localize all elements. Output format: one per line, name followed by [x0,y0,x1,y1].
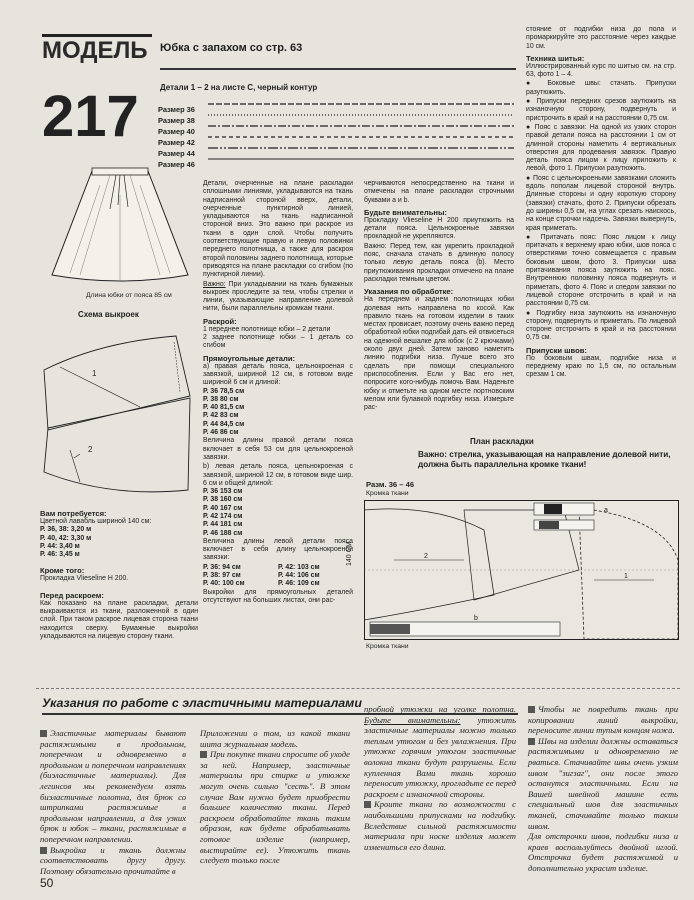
size-row: Размер 38 [158,116,195,125]
fabric-width-label: 140 СМ [346,541,353,566]
svg-text:2: 2 [88,445,93,454]
waistband-grid: Р. 36: 94 см Р. 42: 103 см Р. 38: 97 см Р. 44: 106 см Р. 40: 100 см Р. 46: 109 см [203,563,320,588]
skirt-caption: Длина юбки от пояса 85 см [86,292,172,299]
layout-plan [364,500,680,640]
size-row: Размер 42 [158,138,195,147]
layout-important: Важно: стрелка, указывающая на направление долевой нити, должна быть параллельна кромке ткани! [418,450,671,469]
svg-text:b: b [474,615,478,622]
svg-text:2: 2 [424,553,428,560]
selvage-bottom-label: Кромка ткани [366,643,409,650]
layout-size-label: Разм. 36 – 46 [366,480,415,489]
details-line: Детали 1 – 2 на листе С, черный контур [160,83,318,92]
size-row: Размер 46 [158,160,195,169]
bottom-col-2: Приложении о том, из какой ткани шита журнальная модель. При покупке ткани спросите об уходе за ней. Например, эластичные материалы при стирке и утюжке могут очень сильно "сесть". В этом случае Вам нужно будет приобрести большее количество ткани. Перед раскроем обработайте ткань таким образом, как будете обрабатывать готовое изделие (например, выстирайте ее). Утюжить ткань следует только после [200,728,350,866]
title-rule [160,68,516,70]
right-column: черчиваются непосредственно на ткани и отмечены на плане раскладки строчными буквами а и b. Будьте внимательны: Прокладку Vlieseline H 200 приутюжить на детали пояса. Цельнокроеные завязки прокладкой не укрепляются. Важно: Перед тем, как укрепить прокладкой пояс, сначала стачать в длинную полосу только левую деталь пояса (b). Место приутюживания прокладки отмечено на плане раскладки темным цветом. Указания по обработке: На переднем и заднем полотнищах юбки долевая нить направлена по косой. Как правило ткань на готовом изделии в таких местах провисает, поэтому очень важно перед обработкой юбки подгибай дать ей отвисеться на одежной вешалке для юбок (с 2 крючками) около двух дней. Затем заново наметить линию подгибки низа. Лучше всего это сделать при помощи специального приспособления. Если у Вас его нет, попросите кого-нибудь помочь Вам. Наденьте юбку и отметьте на одном месте портновским мелом или булавкой подгибку низа. Измерьте рас- [364,180,514,412]
size-row: Размер 36 [158,105,195,114]
schema-title: Схема выкроек [78,310,139,319]
svg-text:a: a [604,507,608,514]
page-number: 50 [40,876,54,890]
bottom-col-4: Чтобы не повредить ткань при копировании линий выкройки, переносите линии тупым концом ножа. Швы на изделии должны оставаться растяжимыми и одновременно не рваться. Стачивайте швы очень узким швом "зигзаг", они после этого останутся эластичными. Если на Вашей швейной машине есть специальный шов для эластичных тканей, стачивайте только таким швом. Для отстрочки швов, подгибки низа и краев воспользуйтесь двойной иглой. Отстрочка будет растяжимой и дополнительно украсит изделие. [528,704,678,873]
model-number: 217 [42,84,139,149]
svg-text:1: 1 [92,369,97,378]
size-legend [158,99,514,169]
far-right-column: стояние от подгибки низа до пола и промаркируйте это расстояние через каждые 10 см. Техника шитья: Иллюстрированный курс по шитью см. на стр. 63, фото 1 – 4. ● Боковые швы: стачать. Припуски разутюжить. ● Припуски передних срезов заутюжить на изнаночную сторону, подвернуть и пристрочить в край и на расстоянии 0,75 см. ● Пояс с завязки: На одной из узких сторон правой детали пояса на расстоянии 1 см от длинной стороны наметить 4 вертикальных отверстия для продевания завязок. Правую деталь пояса лицом к лицу приложить к левой, фото 1. Припуски разутюжить. ● Пояс с цельнокроеными завязками сложить вдоль пополам лицевой стороной внутрь. Длинные стороны и одну короткую сторону (завязки) стачать, фото 2. Припуски обрезать до ширины 0,5 см, на углах срезать наискось, на конце строчки надсечь. Завязки вывернуть, края приметать. ● Притачать пояс: Пояс лицом к лицу притачать к верхнему краю юбки, шов пояса с отверстиями точно совмещается с правым боковым швом, фото 3. Припуски шва притачивания пояса заутюжить на пояс. Внутреннюю половинку пояса подвернуть и приметать, фото 4. Пояс и спедом завязки по лицевой стороне отстрочить в край и на расстоянии 0,75 см. ● Подгибку низа заутюжить на изнаночную сторону, подвернуть и приметать. По лицевой стороне отстрочить в край и на расстоянии 0,75 см. Припуски швов: По боковым швам, подгибке низа и переднему краю по 1,5 см, по остальным срезам 1 см. [526,26,677,379]
pattern-schema [40,322,200,497]
selvage-top-label: Кромка ткани [366,490,409,497]
middle-column: Детали, очерченные на плане раскладки сплошными линиями, укладываются на ткань надписанной стороной вверх, детали, очерченные пунктирной линией, укладываются на ткань надписанной стороной вниз. Это важно при раскрое из ткани в один слой. Чтобы получить соответствующие правую и левую половинки переднего полотнища, а также для раскроя второй половины заднего полотнища, которые приводятся на плане раскладки со сгибом (по пунктирной линии). Важно: При укладывании на ткань бумажных выкроек проследите за тем, чтобы стрелки и линии, указывающие направление долевой нити, были параллельны кромкам ткани. Раскрой: 1 переднее полотнище юбки – 2 детали 2 заднее полотнище юбки – 1 деталь со сгибом Прямоугольные детали: а) правая деталь пояса, цельнокроеная с завязкой, шириной 12 см, в готовом виде шириной 6 см и длиной: Р. 36 78,5 см Р. 38 80 см Р. 40 81,5 см Р. 42 83 см Р. 44 84,5 см Р. 46 86 см Величина длины правой детали пояса включает в себя 53 см для цельнокроеной завязки. b) левая деталь пояса, цельнокроеная с завязкой, шириной 12 см, в готовом виде шир. 6 см и общей длиной: Р. 36 153 см Р. 38 160 см Р. 40 167 см Р. 42 174 см Р. 44 181 см Р. 46 188 см Величина длины левой детали пояса включает в себя длину цельнокроеной завязки: Р. 36: 94 см Р. 42: 103 см Р. 38: 97 см Р. 44: 106 см Р. 40: 100 см Р. 46: 109 см Выкройки для прямоугольных деталей отсутствуют на больших листах, они рас- [203,180,353,604]
bottom-col-3: пробной утюжки на уголке полотна. Будьте внимательны: утюжить эластичные материалы можно только теплым утюгом и без увлажнения. При утюжке горячим утюгом эластичные волокна ткани будут разрушены. Если купленная Вами ткань хорошо переносит утюжку, прогладьте ее перед раскроем с изнаночной стороны. Кроите ткани по возможности с наибольшими припусками на подгибку. Вследствие сильной растяжимости материала при носке изделия может измениться его длина. [364,704,516,852]
model-label: МОДЕЛЬ [42,34,152,60]
size-row: Размер 44 [158,149,195,158]
skirt-illustration [40,165,200,290]
materials-block: Вам потребуется: Цветной лавабль шириной 140 см: Р. 36, 38: 3,20 м Р. 40, 42: 3,30 м Р. 44: 3,40 м Р. 46: 3,45 м Кроме того: Прокладка Vlieseline H 200. Перед раскроем: Как показано на плане раскладки, детали выкраиваются из ткани, разложенной в один слой. При таком раскрое лицевая сторона ткани находится сверху. Бумажные выкройки укладываются на лицевую сторону ткани. [40,509,198,640]
svg-text:1: 1 [624,573,628,580]
section-divider [36,688,680,689]
bottom-col-1: Эластичные материалы бывают растяжимыми в продольном, поперечном и одновременно в продольном и поперечном направлениях (биэластичные материалы). Для легинсов мы рекомендуем взять биэластичные полотна, для брюк со штрипками растяжимые в продольном направлении, а для узких брюк и юбок – ткани, растяжимые в поперечном направлении. Выкройка и ткань должны соответствовать другу другу. Поэтому обязательно прочитайте в [40,728,186,876]
size-row: Размер 40 [158,127,195,136]
section-title: Указания по работе с эластичными материалами [42,696,362,710]
layout-title: План раскладки [470,437,534,446]
page-title: Юбка с запахом со стр. 63 [160,42,303,54]
